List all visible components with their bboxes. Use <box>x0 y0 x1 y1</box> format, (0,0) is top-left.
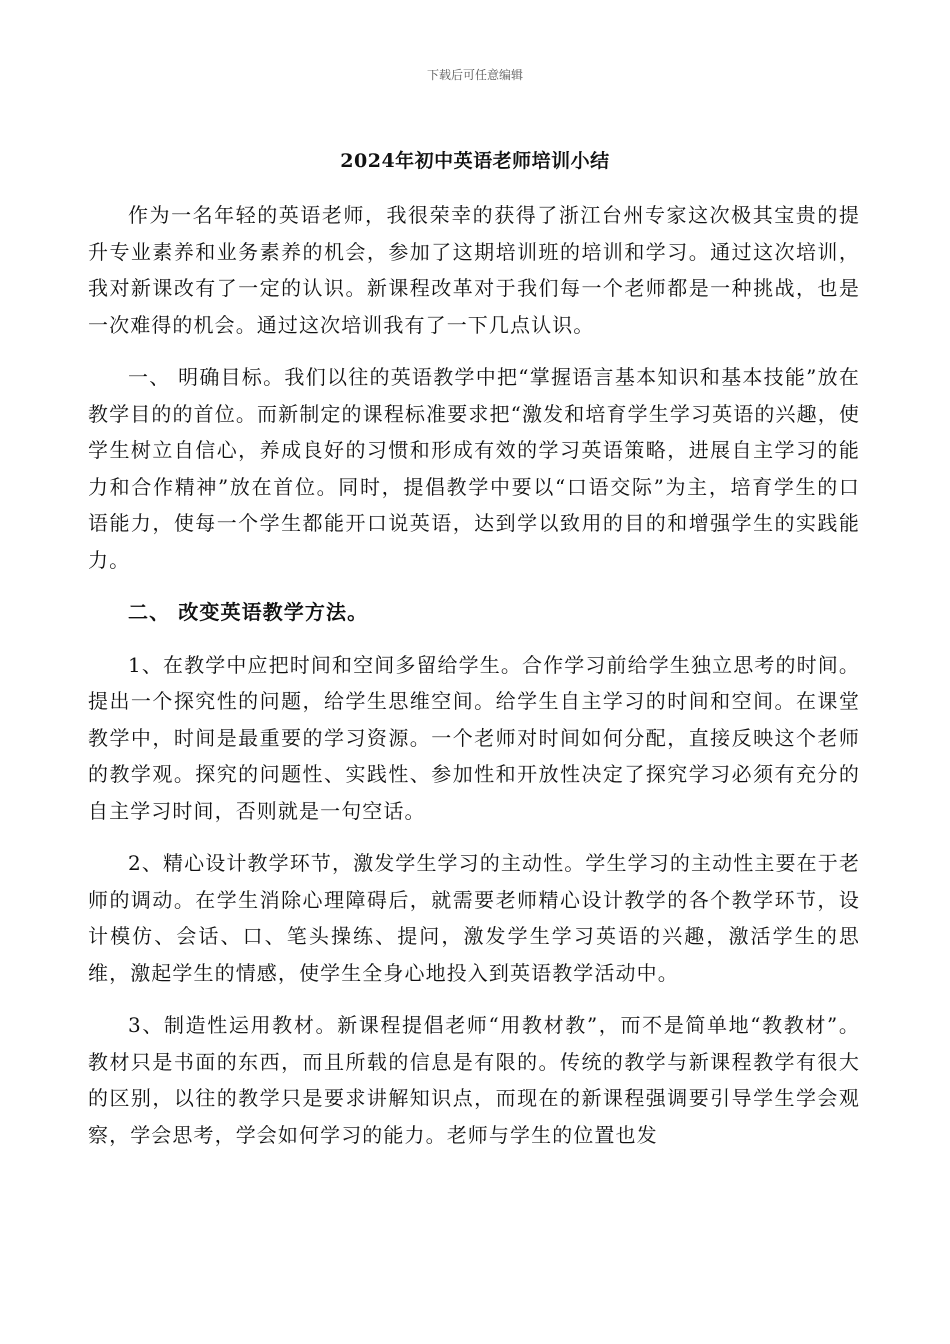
section-2-item-3: 3、制造性运用教材。新课程提倡老师“用教材教”，而不是简单地“教教材”。教材只是书面的东西，而且所载的信息是有限的。传统的教学与新课程教学有很大的区别，以往的教学只是要求讲解知识点，而现在的新课程强调要引导学生学会观察，学会思考，学会如何学习的能力。老师与学生的位置也发 <box>88 1013 860 1147</box>
section-2-item-2: 2、精心设计教学环节，激发学生学习的主动性。学生学习的主动性主要在于老师的调动。在学生消除心理障碍后，就需要老师精心设计教学的各个教学环节，设计模仿、会话、口、笔头操练、提问，激发学生学习英语的兴趣，激活学生的思维，激起学生的情感，使学生全身心地投入到英语教学活动中。 <box>88 851 860 985</box>
document-title: 2024年初中英语老师培训小结 <box>340 150 610 172</box>
section-1-paragraph: 一、 明确目标。我们以往的英语教学中把“掌握语言基本知识和基本技能”放在教学目的的首位。而新制定的课程标准要求把“激发和培育学生学习英语的兴趣，使学生树立自信心，养成良好的习惯和形成有效的学习英语策略，进展自主学习的能力和合作精神”放在首位。同时，提倡教学中要以“口语交际”为主，培育学生的口语能力，使每一个学生都能开口说英语，达到学以致用的目的和增强学生的实践能力。 <box>88 365 860 572</box>
page-header-note: 下载后可任意编辑 <box>426 68 523 82</box>
document-body <box>88 197 860 1169</box>
section-2-item-1: 1、在教学中应把时间和空间多留给学生。合作学习前给学生独立思考的时间。提出一个探究性的问题，给学生思维空间。给学生自主学习的时间和空间。在课堂教学中，时间是最重要的学习资源。一个老师对时间如何分配，直接反映这个老师的教学观。探究的问题性、实践性、参加性和开放性决定了探究学习必须有充分的自主学习时间，否则就是一句空话。 <box>88 652 860 823</box>
section-2-heading: 二、 改变英语教学方法。 <box>128 600 369 624</box>
intro-paragraph: 作为一名年轻的英语老师，我很荣幸的获得了浙江台州专家这次极其宝贵的提升专业素养和业务素养的机会，参加了这期培训班的培训和学习。通过这次培训，我对新课改有了一定的认识。新课程改革对于我们每一个老师都是一种挑战，也是一次难得的机会。通过这次培训我有了一下几点认识。 <box>88 203 860 337</box>
